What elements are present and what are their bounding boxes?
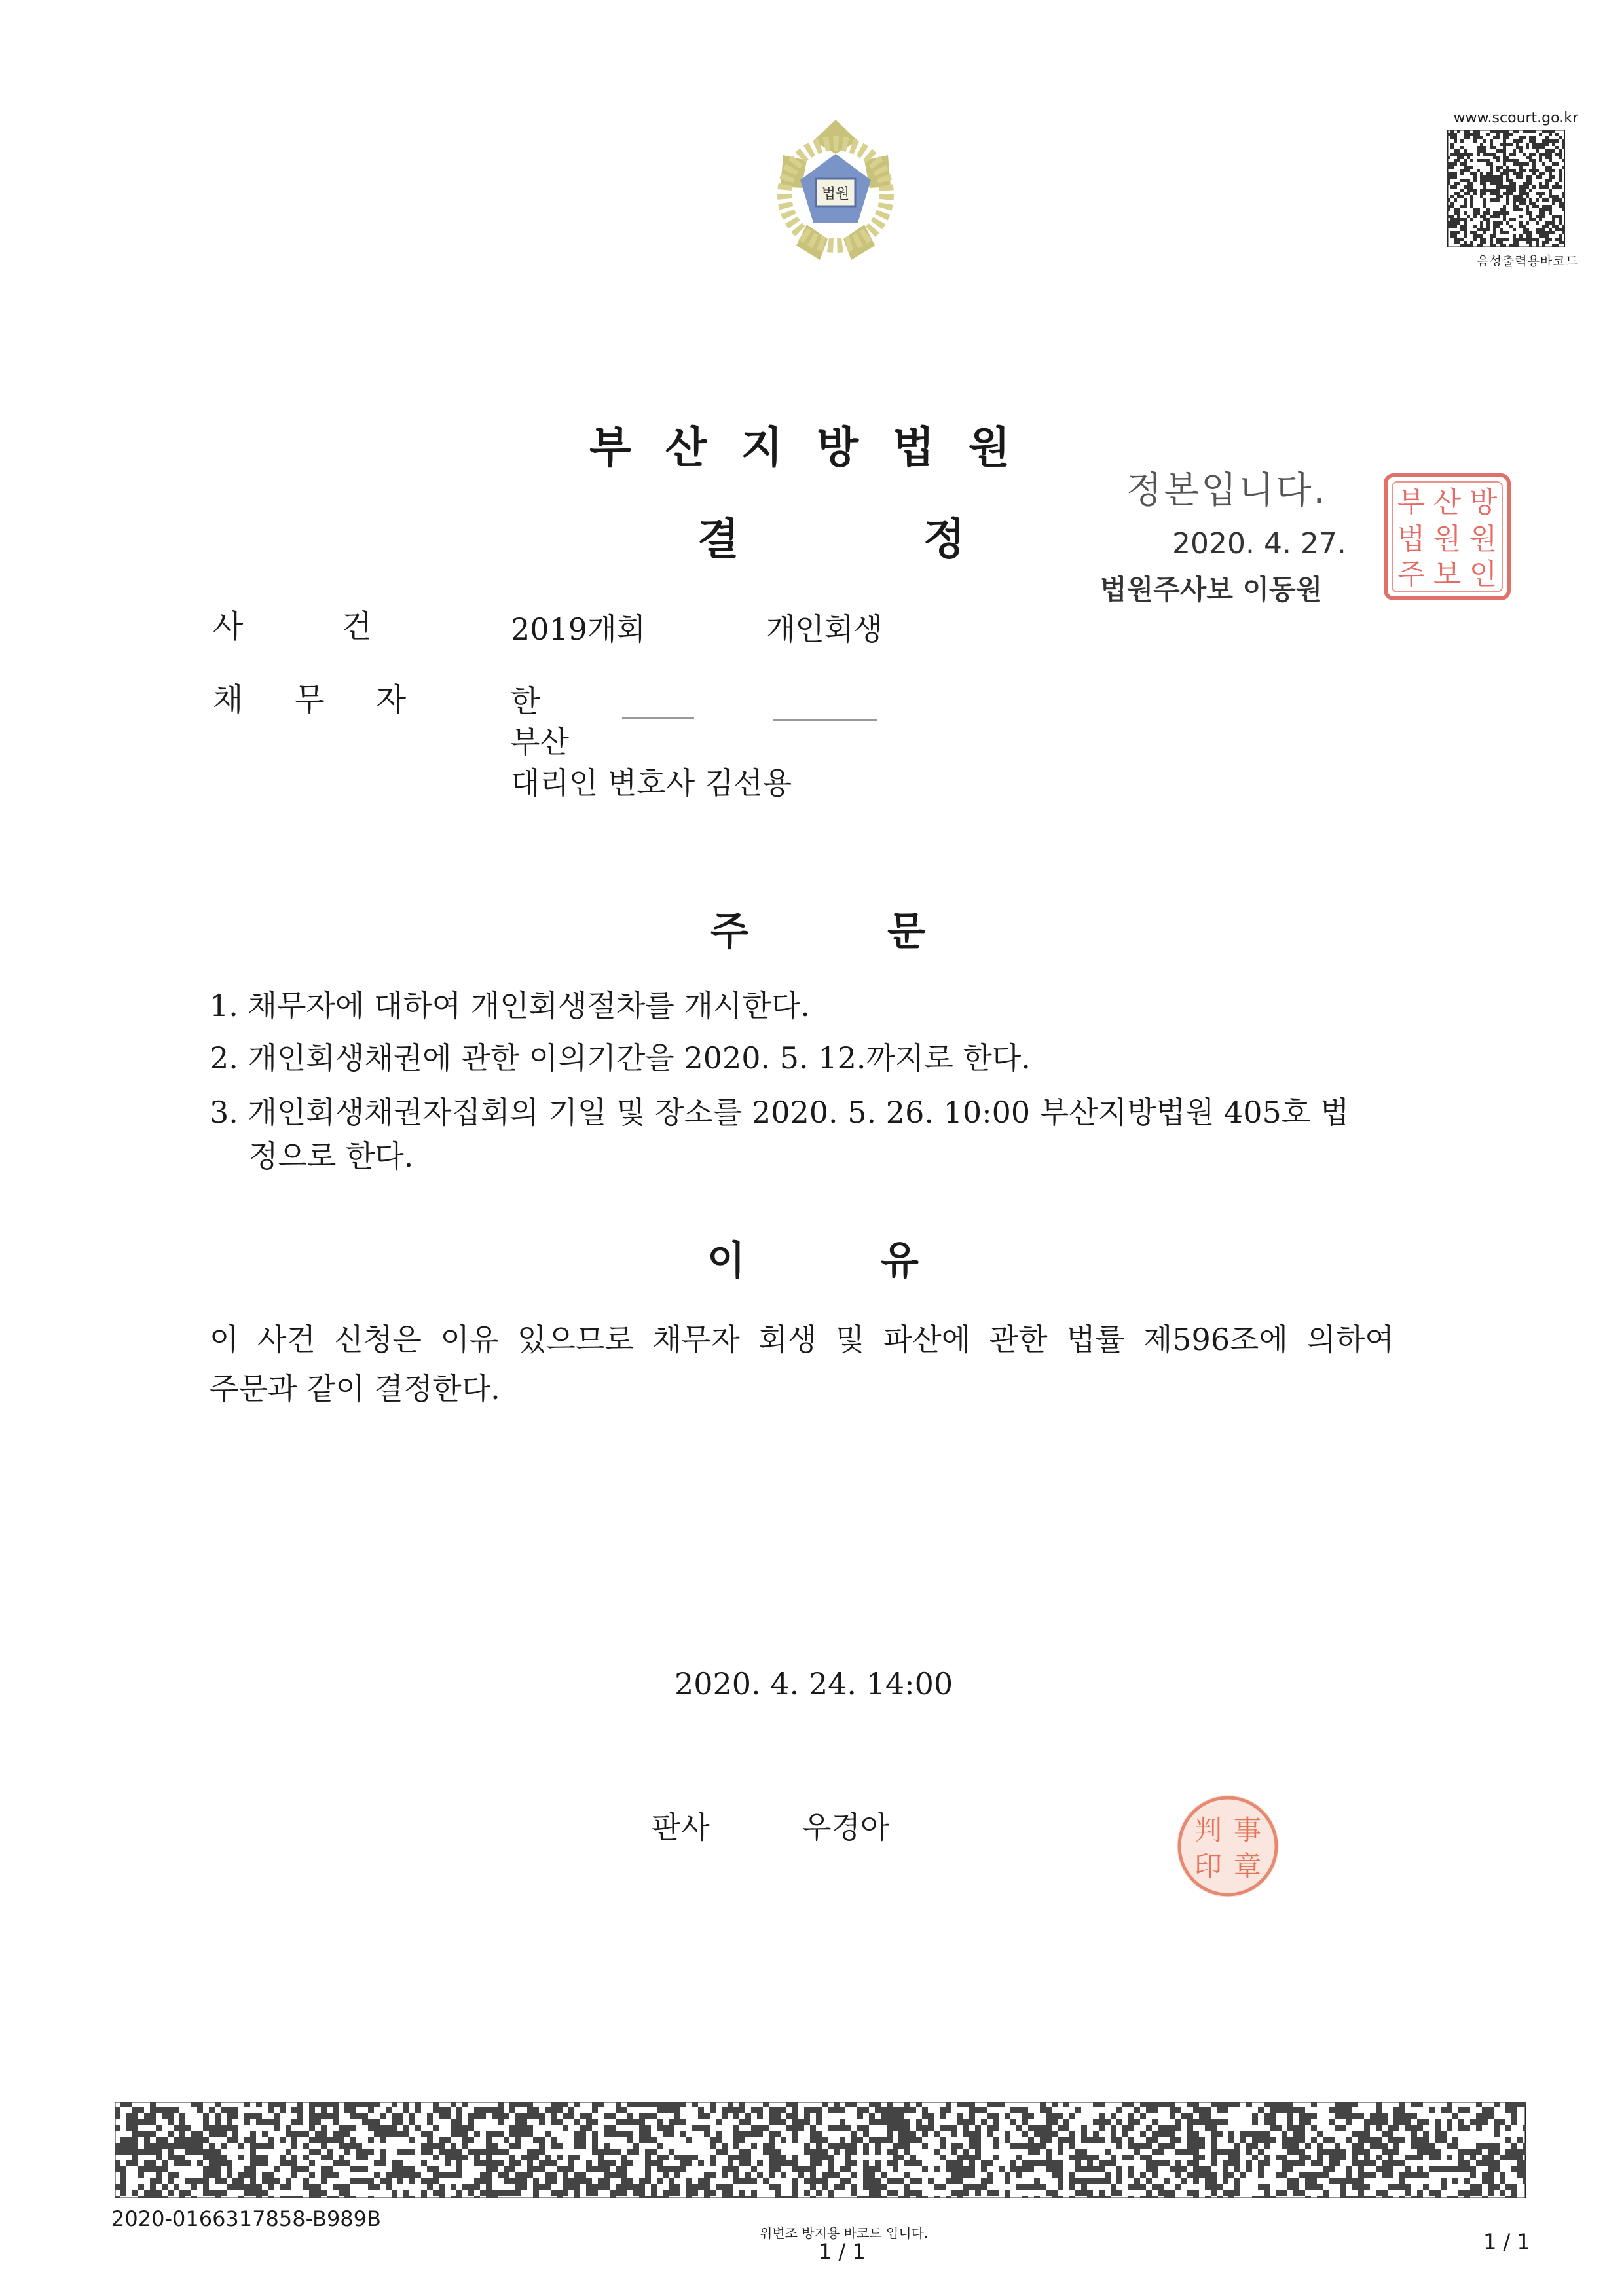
court-emblem bbox=[760, 115, 912, 272]
barcode-note: 위변조 방지용 바코드 입니다. bbox=[760, 2225, 929, 2241]
svg-text:주: 주 bbox=[1397, 558, 1426, 591]
case-type: 개인회생 bbox=[766, 611, 883, 647]
redaction-mark bbox=[773, 719, 877, 721]
page-indicator-center: 1 / 1 bbox=[819, 2239, 866, 2264]
svg-text:보: 보 bbox=[1433, 558, 1462, 591]
decision-date: 2020. 4. 24. 14:00 bbox=[674, 1666, 953, 1702]
judge-seal bbox=[1172, 1791, 1283, 1902]
reason-text-line: 주문과 같이 결정한다. bbox=[210, 1371, 500, 1406]
svg-text:방: 방 bbox=[1469, 486, 1498, 519]
document-number: 2020-0166317858-B989B bbox=[111, 2206, 381, 2231]
svg-text:章: 章 bbox=[1233, 1850, 1262, 1882]
debtor-address: 부산 bbox=[511, 724, 569, 759]
court-clerk-seal bbox=[1382, 471, 1513, 602]
debtor-label: 채무자 bbox=[213, 682, 458, 718]
reason-heading-left: 이 bbox=[707, 1238, 745, 1284]
page-indicator-right: 1 / 1 bbox=[1483, 2229, 1530, 2254]
debtor-agent: 대리인 변호사 김선용 bbox=[511, 765, 792, 801]
emblem-text: 법원 bbox=[821, 186, 850, 202]
redaction-mark bbox=[622, 717, 694, 719]
certified-copy-clerk: 법원주사보 이동원 bbox=[1100, 574, 1323, 606]
judge-name: 우경아 bbox=[802, 1810, 890, 1845]
certified-copy-date: 2020. 4. 27. bbox=[1172, 527, 1346, 560]
svg-text:事: 事 bbox=[1233, 1814, 1262, 1846]
case-label: 사건 bbox=[213, 608, 470, 645]
order-heading-left: 주 bbox=[710, 909, 748, 955]
svg-text:원: 원 bbox=[1469, 522, 1498, 556]
order-item-continuation: 정으로 한다. bbox=[249, 1139, 414, 1174]
svg-text:인: 인 bbox=[1469, 558, 1498, 591]
certified-copy-text: 정본입니다. bbox=[1126, 469, 1327, 512]
reason-heading-right: 유 bbox=[881, 1238, 919, 1284]
order-item: 3. 개인회생채권자집회의 기일 및 장소를 2020. 5. 26. 10:00 부산지방법원 405호 법 bbox=[210, 1095, 1350, 1130]
debtor-name: 한 bbox=[511, 683, 540, 719]
order-item: 1. 채무자에 대하여 개인회생절차를 개시한다. bbox=[210, 988, 810, 1023]
svg-text:산: 산 bbox=[1433, 486, 1462, 519]
svg-text:印: 印 bbox=[1194, 1850, 1223, 1882]
svg-text:부: 부 bbox=[1397, 486, 1426, 519]
qr-caption: 음성출력용바코드 bbox=[1477, 254, 1578, 268]
document-title-left: 결 bbox=[697, 514, 739, 564]
svg-text:법: 법 bbox=[1397, 522, 1426, 556]
svg-text:判: 判 bbox=[1194, 1814, 1223, 1846]
order-heading-right: 문 bbox=[887, 909, 925, 955]
qr-url: www.scourt.go.kr bbox=[1453, 110, 1578, 126]
judge-title: 판사 bbox=[652, 1810, 710, 1845]
voice-output-qr-code bbox=[1447, 130, 1565, 247]
order-item: 2. 개인회생채권에 관한 이의기간을 2020. 5. 12.까지로 한다. bbox=[210, 1040, 1031, 1076]
svg-text:원: 원 bbox=[1433, 522, 1462, 556]
court-name: 부산지방법원 bbox=[589, 422, 1044, 473]
case-number: 2019개회 bbox=[511, 611, 646, 647]
anti-forgery-barcode bbox=[115, 2102, 1526, 2198]
document-title-right: 정 bbox=[923, 514, 965, 564]
reason-text-line: 이 사건 신청은 이유 있으므로 채무자 회생 및 파산에 관한 법률 제596조에 의하여 bbox=[210, 1322, 1394, 1357]
